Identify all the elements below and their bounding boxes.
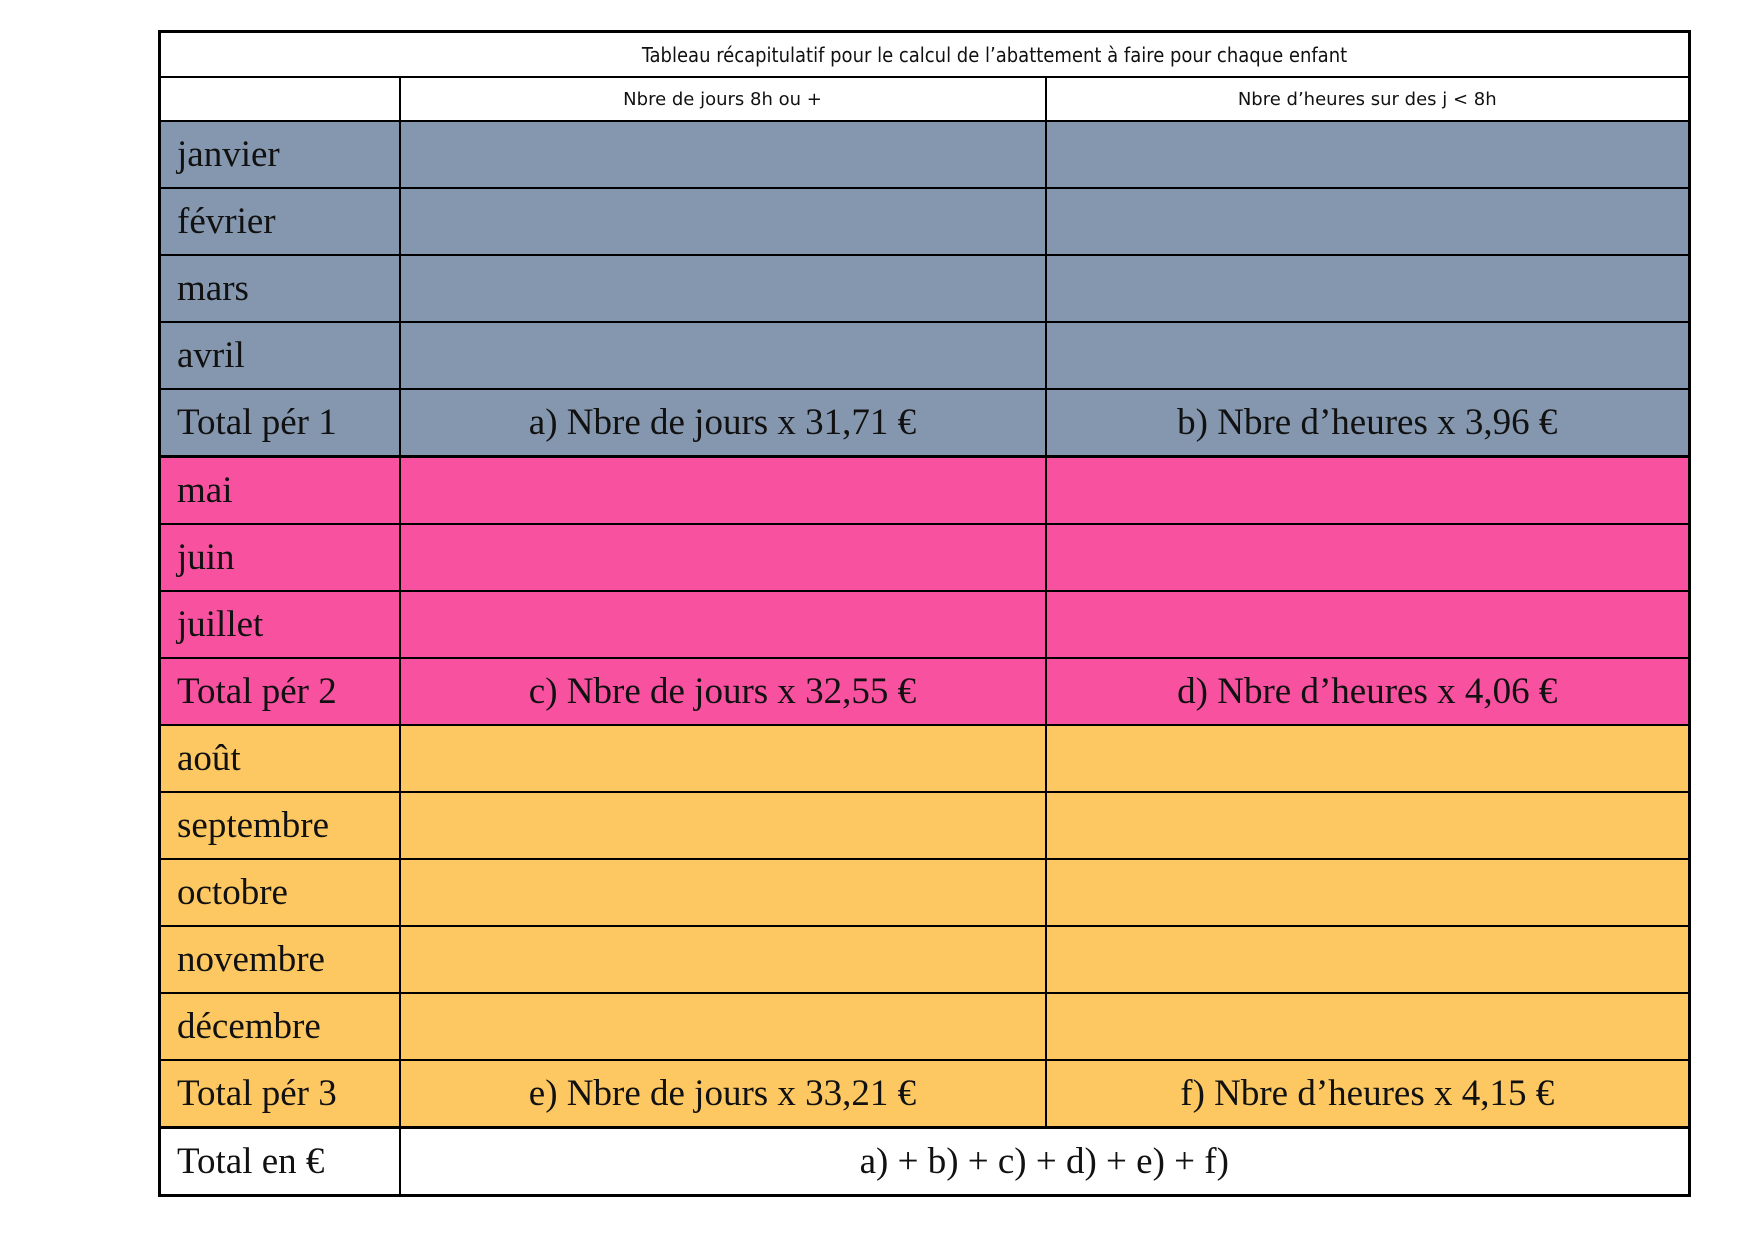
days-cell[interactable] xyxy=(400,255,1046,322)
days-cell[interactable] xyxy=(400,457,1046,525)
month-label: décembre xyxy=(160,993,400,1060)
table-row-decembre xyxy=(160,993,1690,1060)
hours-formula: b) Nbre d’heures x 3,96 € xyxy=(1046,389,1690,457)
month-label: mars xyxy=(160,255,400,322)
days-cell[interactable] xyxy=(400,725,1046,792)
days-cell[interactable] xyxy=(400,524,1046,591)
hours-cell[interactable] xyxy=(1046,725,1690,792)
month-label: septembre xyxy=(160,792,400,859)
total-period-3-row xyxy=(160,1060,1690,1128)
hours-cell[interactable] xyxy=(1046,993,1690,1060)
month-label: novembre xyxy=(160,926,400,993)
grand-total-label: Total en € xyxy=(160,1128,400,1196)
table-title: Tableau récapitulatif pour le calcul de l’abattement à faire pour chaque enfant xyxy=(160,32,1690,78)
header-row xyxy=(160,77,1690,121)
days-cell[interactable] xyxy=(400,591,1046,658)
days-cell[interactable] xyxy=(400,121,1046,188)
days-cell[interactable] xyxy=(400,188,1046,255)
total-label: Total pér 1 xyxy=(160,389,400,457)
days-formula: a) Nbre de jours x 31,71 € xyxy=(400,389,1046,457)
month-label: mai xyxy=(160,457,400,525)
table-row-novembre xyxy=(160,926,1690,993)
table-row-juin xyxy=(160,524,1690,591)
month-label: avril xyxy=(160,322,400,389)
header-blank xyxy=(160,77,400,121)
month-label: juillet xyxy=(160,591,400,658)
header-days: Nbre de jours 8h ou + xyxy=(400,77,1046,121)
month-label: janvier xyxy=(160,121,400,188)
hours-cell[interactable] xyxy=(1046,859,1690,926)
hours-formula: f) Nbre d’heures x 4,15 € xyxy=(1046,1060,1690,1128)
hours-cell[interactable] xyxy=(1046,457,1690,525)
table-row-octobre xyxy=(160,859,1690,926)
hours-cell[interactable] xyxy=(1046,524,1690,591)
grand-total-formula: a) + b) + c) + d) + e) + f) xyxy=(400,1128,1690,1196)
hours-cell[interactable] xyxy=(1046,926,1690,993)
header-hours: Nbre d’heures sur des j < 8h xyxy=(1046,77,1690,121)
hours-formula: d) Nbre d’heures x 4,06 € xyxy=(1046,658,1690,725)
grand-total-row xyxy=(160,1128,1690,1196)
table-row-aout xyxy=(160,725,1690,792)
total-period-1-row xyxy=(160,389,1690,457)
days-formula: e) Nbre de jours x 33,21 € xyxy=(400,1060,1046,1128)
summary-table xyxy=(158,30,1691,1197)
days-cell[interactable] xyxy=(400,792,1046,859)
table-row-juillet xyxy=(160,591,1690,658)
total-period-2-row xyxy=(160,658,1690,725)
table-row-mars xyxy=(160,255,1690,322)
hours-cell[interactable] xyxy=(1046,255,1690,322)
title-row xyxy=(160,32,1690,78)
table-row-septembre xyxy=(160,792,1690,859)
month-label: octobre xyxy=(160,859,400,926)
table-row-avril xyxy=(160,322,1690,389)
days-cell[interactable] xyxy=(400,322,1046,389)
total-label: Total pér 2 xyxy=(160,658,400,725)
table-row-janvier xyxy=(160,121,1690,188)
hours-cell[interactable] xyxy=(1046,188,1690,255)
total-label: Total pér 3 xyxy=(160,1060,400,1128)
table-row-fevrier xyxy=(160,188,1690,255)
month-label: février xyxy=(160,188,400,255)
hours-cell[interactable] xyxy=(1046,792,1690,859)
days-cell[interactable] xyxy=(400,859,1046,926)
days-cell[interactable] xyxy=(400,993,1046,1060)
hours-cell[interactable] xyxy=(1046,591,1690,658)
days-cell[interactable] xyxy=(400,926,1046,993)
table-row-mai xyxy=(160,457,1690,525)
hours-cell[interactable] xyxy=(1046,121,1690,188)
month-label: juin xyxy=(160,524,400,591)
month-label: août xyxy=(160,725,400,792)
hours-cell[interactable] xyxy=(1046,322,1690,389)
days-formula: c) Nbre de jours x 32,55 € xyxy=(400,658,1046,725)
